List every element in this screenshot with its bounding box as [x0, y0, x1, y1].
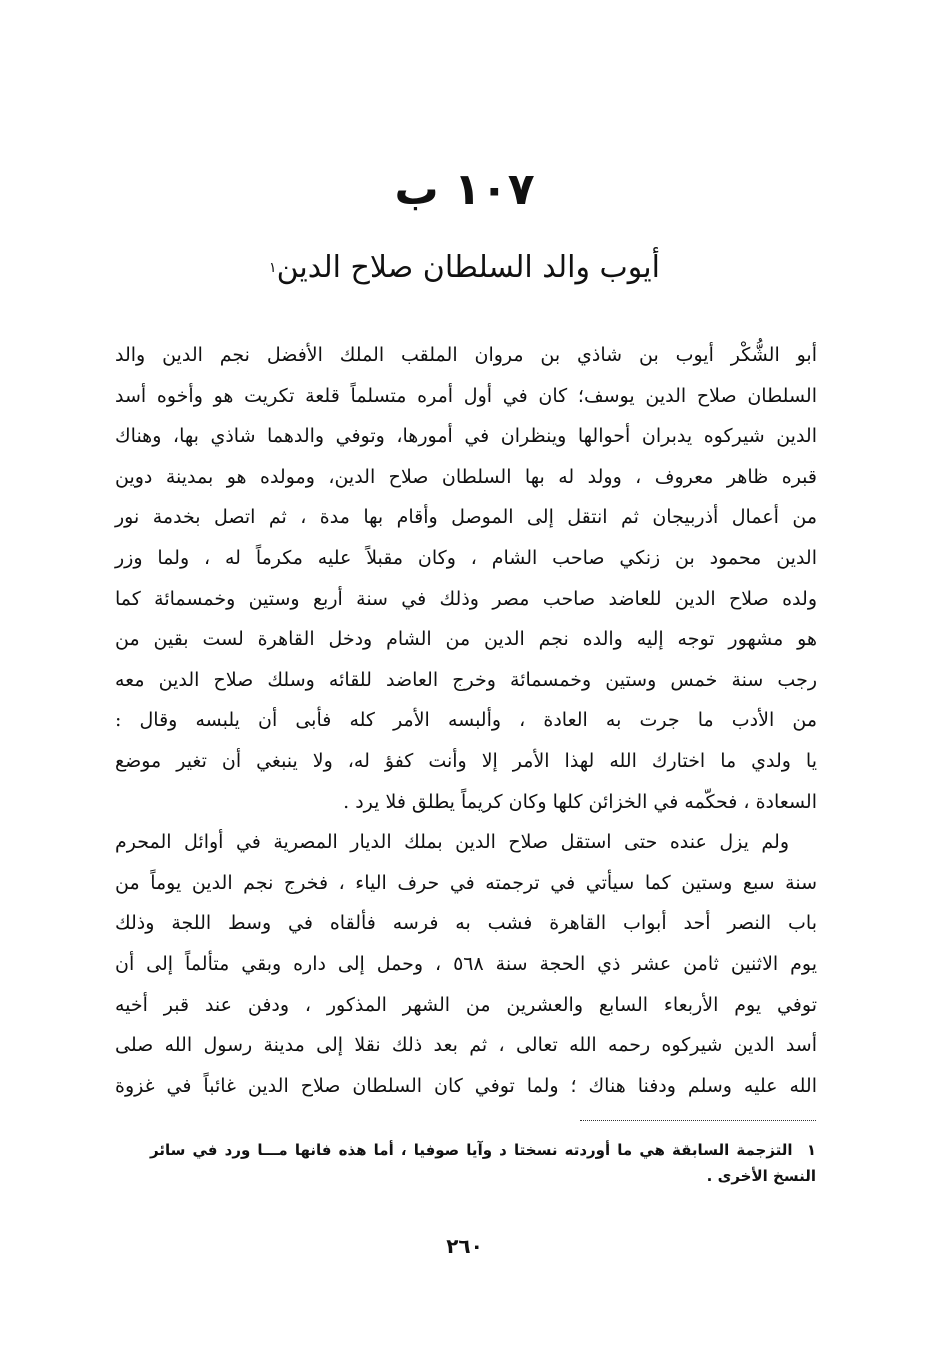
text-line: رجب سنة خمس وستين وخمسمائة وخرج العاضد للقائه وسلك صلاح الدين معه — [115, 668, 817, 691]
text-line: السعادة ، فحكّمه في الخزائن كلها وكان كريماً يطلق فلا يرد . — [343, 790, 817, 813]
text-line: الدين محمود بن زنكي صاحب الشام ، وكان مقبلاً عليه مكرماً له ، ولما وزر — [115, 546, 817, 569]
entry-title-text: أيوب والد السلطان صلاح الدين — [276, 250, 660, 285]
text-line: يا ولدي ما اختارك الله لهذا الأمر إلا وأنت كفؤ له، ولا ينبغي أن تغير موضع — [115, 749, 817, 772]
text-line: من أعمال أذربيجان ثم انتقل إلى الموصل وأقام بها مدة ، ثم اتصل بخدمة نور — [115, 506, 817, 529]
paragraph-2 — [115, 822, 817, 1106]
text-line: ولده صلاح الدين للعاضد صاحب مصر وذلك في سنة أربع وستين وخمسمائة كما — [115, 587, 817, 610]
text-line: الدين شيركوه يدبران أحوالها وينظران في أمورها، وتوفي والدهما شاذي بها، وهناك — [115, 425, 817, 448]
footnote — [150, 1137, 816, 1189]
footnote-mark: ١ — [806, 1141, 816, 1159]
text-line: الله عليه وسلم ودفنا هناك ؛ ولما توفي كان السلطان صلاح الدين غائباً في غزوة — [115, 1074, 817, 1097]
text-line: يوم الاثنين ثامن عشر ذي الحجة سنة ٥٦٨ ، وحمل إلى داره وبقي متألماً إلى أن — [115, 952, 817, 975]
text-line: السلطان صلاح الدين يوسف؛ كان في أول أمره متسلماً قلعة تكريت هو وأخوه أسد — [115, 384, 817, 407]
body-text — [115, 335, 817, 1106]
text-line: أبو الشُّكْر أيوب بن شاذي بن مروان الملقب الملك الأفضل نجم الدين والد — [115, 344, 817, 366]
text-line: توفي يوم الأربعاء السابع والعشرين من الشهر المذكور ، ودفن عند قبر أخيه — [115, 993, 817, 1016]
entry-number: ١٠٧ ب — [394, 164, 535, 215]
text-line: هو مشهور توجه إليه والده نجم الدين من الشام ودخل القاهرة لست بقين من — [115, 628, 817, 651]
text-line: باب النصر أحد أبواب القاهرة فشب به فرسه فألقاه في وسط اللجة وذلك — [115, 912, 817, 935]
text-line: ولم يزل عنده حتى استقل صلاح الدين بملك الديار المصرية في أوائل المحرم — [115, 831, 789, 854]
entry-title — [0, 243, 929, 293]
footnote-text: التزجمة السابقة هي ما أوردته نسختا د وآيا صوفيا ، أما هذه فانها مـــا ورد في سائر النسخ الأخرى . — [150, 1141, 816, 1185]
page-number: ٢٦٠ — [446, 1234, 483, 1258]
text-line: سنة سبع وستين كما سيأتي في ترجمته في حرف الياء ، فخرج نجم الدين يوماً من — [115, 871, 817, 894]
text-line: أسد الدين شيركوه رحمه الله تعالى ، ثم بعد ذلك نقلا إلى مدينة رسول الله صلى — [115, 1034, 817, 1057]
footnote-reference: ١ — [269, 260, 277, 276]
text-line: من الأدب ما جرت به العادة ، وألبسه الأمر كله فأبى أن يلبسه وقال : — [115, 709, 817, 732]
paragraph-1 — [115, 335, 817, 822]
text-line: قبره ظاهر معروف ، وولد له بها السلطان صلاح الدين، ومولده هو بمدينة دوين — [115, 465, 817, 488]
footnote-separator — [580, 1120, 816, 1121]
